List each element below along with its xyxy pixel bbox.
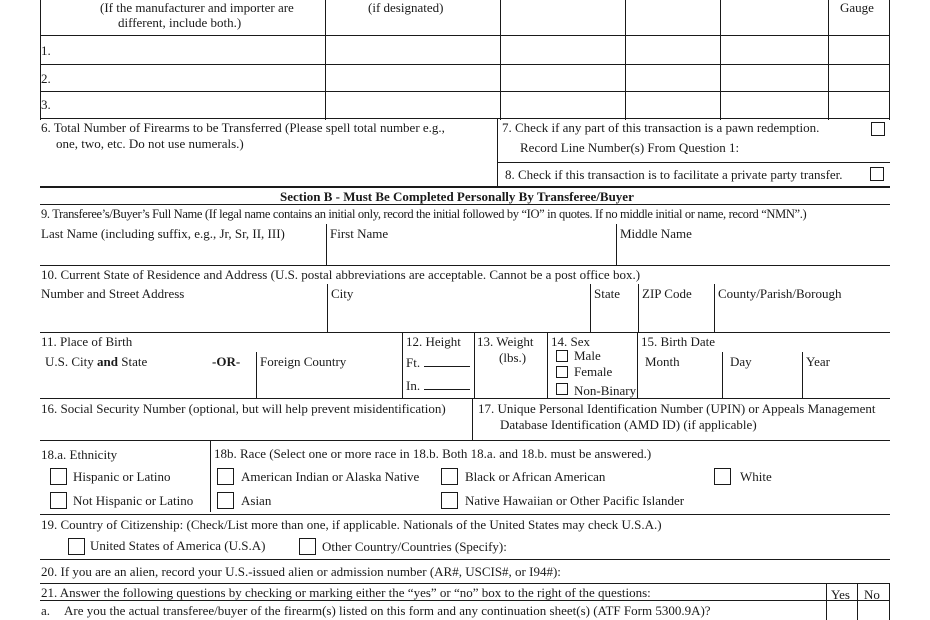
- ethnicity-not-hispanic-label: Not Hispanic or Latino: [73, 493, 194, 508]
- q6-q7-divider: [497, 118, 498, 186]
- q21a-text: Are you the actual transferee/buyer of the firearm(s) listed on this form and any continuation sheet(s) (ATF Form 5300.9A)?: [64, 603, 711, 618]
- q7-line2: Record Line Number(s) From Question 1:: [520, 140, 740, 155]
- q10-state-label: State: [594, 286, 620, 301]
- q21-yes-col-rule: [826, 583, 827, 620]
- q12-left-rule: [402, 332, 403, 398]
- table-row-rule: [40, 118, 890, 119]
- section-b-title: Section B - Must Be Completed Personally By Transferee/Buyer: [280, 189, 634, 204]
- q21-label: 21. Answer the following questions by checking or marking either the “yes” or “no” box to the right of the questions:: [41, 585, 651, 600]
- q11-us-city-label: U.S. City and State: [45, 354, 148, 369]
- section-b-top-rule: [40, 186, 890, 188]
- q9-col-rule: [616, 224, 617, 265]
- table-col-rule: [828, 0, 829, 120]
- q20-bottom-rule: [40, 583, 890, 584]
- race-white-checkbox[interactable]: [714, 468, 731, 485]
- sex-non-binary-label: Non-Binary: [574, 383, 637, 398]
- q10-street-label: Number and Street Address: [41, 286, 185, 301]
- q7-line1: 7. Check if any part of this transaction is a pawn redemption.: [502, 120, 820, 135]
- q16-label: 16. Social Security Number (optional, but will help prevent misidentification): [41, 401, 446, 416]
- q14-left-rule: [547, 332, 548, 398]
- q15-label: 15. Birth Date: [641, 334, 716, 349]
- q21-right-rule: [889, 583, 890, 620]
- q15-col-rule: [722, 352, 723, 398]
- q14-label: 14. Sex: [551, 334, 590, 349]
- q13-unit: (lbs.): [499, 350, 527, 365]
- q15-month-label: Month: [645, 354, 680, 369]
- q7-pawn-checkbox[interactable]: [871, 122, 885, 136]
- q9-middle-name-label: Middle Name: [620, 226, 692, 241]
- race-asian-label: Asian: [241, 493, 272, 508]
- citizenship-usa-label: United States of America (U.S.A): [90, 538, 266, 553]
- q12-in: In.: [406, 378, 470, 393]
- height-ft-field[interactable]: [424, 355, 470, 367]
- row-label: 3.: [41, 97, 51, 112]
- designated-note: (if designated): [368, 0, 444, 15]
- sex-male-checkbox[interactable]: [556, 350, 568, 362]
- manufacturer-note-2: different, include both.): [118, 15, 242, 30]
- q10-city-label: City: [331, 286, 354, 301]
- q11-q15-bottom-rule: [40, 398, 890, 399]
- q21-yes-header: Yes: [831, 587, 850, 602]
- q9-first-name-label: First Name: [330, 226, 389, 241]
- q10-county-label: County/Parish/Borough: [718, 286, 842, 301]
- q9-label: 9. Transferee’s/Buyer’s Full Name (If legal name contains an initial only, record the initial followed by “IO” in quotes. If no middle initial or name, record “NMN”.): [41, 207, 807, 221]
- q13-left-rule: [474, 332, 475, 398]
- sex-female-label: Female: [574, 364, 613, 379]
- q18-bottom-rule: [40, 514, 890, 515]
- q11-label: 11. Place of Birth: [41, 334, 133, 349]
- table-row-rule: [40, 64, 890, 65]
- ethnicity-hispanic-checkbox[interactable]: [50, 468, 67, 485]
- q6-line1: 6. Total Number of Firearms to be Transferred (Please spell total number e.g.,: [41, 120, 445, 135]
- q10-col-rule: [590, 284, 591, 332]
- sex-female-checkbox[interactable]: [556, 366, 568, 378]
- q15-left-rule: [637, 332, 638, 398]
- q11-col-rule: [256, 352, 257, 398]
- q9-col-rule: [326, 224, 327, 265]
- row-label: 1.: [41, 43, 51, 58]
- table-row-rule: [40, 91, 890, 92]
- ethnicity-not-hispanic-checkbox[interactable]: [50, 492, 67, 509]
- table-right-rule: [889, 0, 890, 120]
- table-col-rule: [625, 0, 626, 120]
- q16-q17-divider: [472, 398, 473, 440]
- q13-label: 13. Weight: [477, 334, 534, 349]
- table-col-rule: [500, 0, 501, 120]
- sex-male-label: Male: [574, 348, 601, 363]
- q20-label: 20. If you are an alien, record your U.S.-issued alien or admission number (AR#, USCIS#, or I94#):: [41, 564, 561, 579]
- q11-or-label: -OR-: [212, 354, 241, 369]
- row-label: 2.: [41, 71, 51, 86]
- manufacturer-note: (If the manufacturer and importer are: [100, 0, 294, 15]
- q7-q8-rule: [497, 162, 890, 163]
- q18a-label: 18.a. Ethnicity: [41, 447, 118, 462]
- race-black-checkbox[interactable]: [441, 468, 458, 485]
- table-header-bottom-rule: [40, 35, 890, 36]
- gauge-label: Gauge: [840, 0, 874, 15]
- q6-line2: one, two, etc. Do not use numerals.): [56, 136, 244, 151]
- height-in-field[interactable]: [424, 378, 470, 390]
- q21-no-header: No: [864, 587, 880, 602]
- race-white-label: White: [740, 469, 772, 484]
- race-american-indian-label: American Indian or Alaska Native: [241, 469, 420, 484]
- citizenship-usa-checkbox[interactable]: [68, 538, 85, 555]
- race-asian-checkbox[interactable]: [217, 492, 234, 509]
- q9-last-name-label: Last Name (including suffix, e.g., Jr, Sr, II, III): [41, 226, 285, 241]
- citizenship-other-label: Other Country/Countries (Specify):: [322, 539, 507, 554]
- race-pacific-islander-checkbox[interactable]: [441, 492, 458, 509]
- citizenship-other-checkbox[interactable]: [299, 538, 316, 555]
- section-b-title-rule: [40, 204, 890, 205]
- q15-year-label: Year: [806, 354, 830, 369]
- sex-non-binary-checkbox[interactable]: [556, 383, 568, 395]
- table-col-rule: [325, 0, 326, 120]
- q15-day-label: Day: [730, 354, 752, 369]
- q17-line1: 17. Unique Personal Identification Number (UPIN) or Appeals Management: [478, 401, 876, 416]
- q10-col-rule: [638, 284, 639, 332]
- q12-ft: Ft.: [406, 355, 470, 370]
- q10-col-rule: [327, 284, 328, 332]
- q11-foreign-label: Foreign Country: [260, 354, 347, 369]
- ethnicity-hispanic-label: Hispanic or Latino: [73, 469, 171, 484]
- q15-col-rule: [802, 352, 803, 398]
- q21a-letter: a.: [41, 603, 51, 618]
- q10-label: 10. Current State of Residence and Address (U.S. postal abbreviations are acceptable. Cannot be a post office box.): [41, 267, 641, 282]
- q16-bottom-rule: [40, 440, 890, 441]
- q10-zip-label: ZIP Code: [642, 286, 692, 301]
- q17-line2: Database Identification (AMD ID) (if applicable): [500, 417, 757, 432]
- q10-col-rule: [714, 284, 715, 332]
- q18-divider: [210, 440, 211, 512]
- race-black-label: Black or African American: [465, 469, 606, 484]
- q19-bottom-rule: [40, 559, 890, 560]
- table-col-rule: [720, 0, 721, 120]
- q10-bottom-rule: [40, 332, 890, 333]
- race-pacific-islander-label: Native Hawaiian or Other Pacific Islander: [465, 493, 685, 508]
- q21-no-col-rule: [857, 583, 858, 620]
- q18b-label: 18b. Race (Select one or more race in 18.b. Both 18.a. and 18.b. must be answered.): [214, 446, 652, 461]
- race-american-indian-checkbox[interactable]: [217, 468, 234, 485]
- q9-bottom-rule: [40, 265, 890, 266]
- q8-private-party-checkbox[interactable]: [870, 167, 884, 181]
- q21-header-rule: [40, 600, 890, 601]
- q19-label: 19. Country of Citizenship: (Check/List more than one, if applicable. Nationals of the United States may check U.S.A.): [41, 517, 662, 532]
- q12-label: 12. Height: [406, 334, 461, 349]
- q8-label: 8. Check if this transaction is to facilitate a private party transfer.: [505, 167, 843, 182]
